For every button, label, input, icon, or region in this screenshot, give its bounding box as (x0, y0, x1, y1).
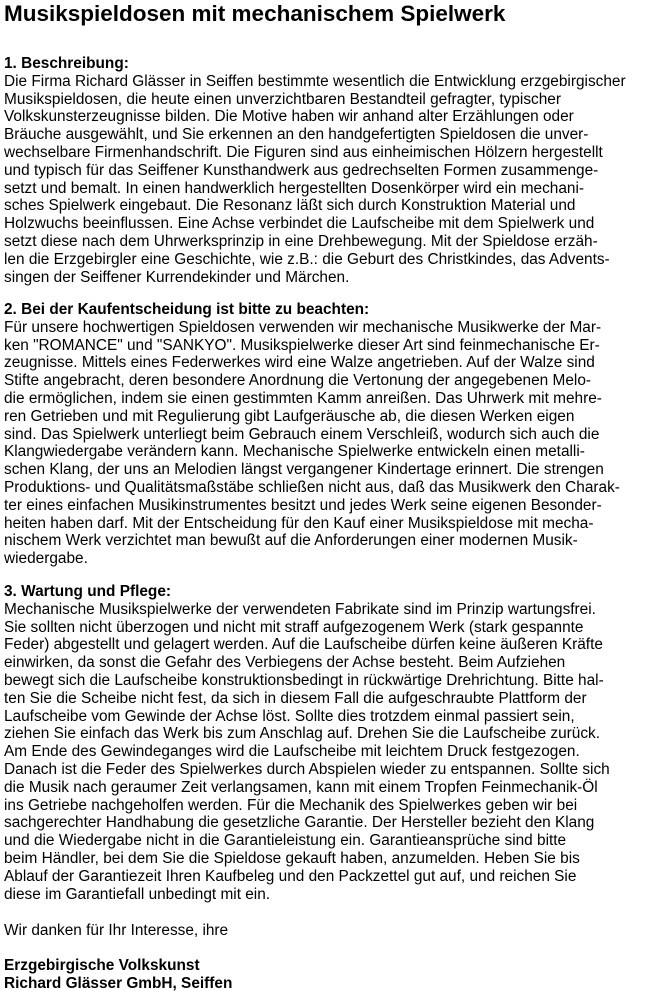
paragraph-line: diese im Garantiefall unbedingt mit ein. (4, 885, 271, 903)
paragraph-line: ter eines einfachen Musikinstrumentes besitzt und jedes Werk seine eigenen Besonder- (4, 496, 602, 514)
document-title: Musikspieldosen mit mechanischem Spielwerk (4, 1, 506, 26)
paragraph-line: Ablauf der Garantiezeit Ihren Kaufbeleg und den Packzettel gut auf, und reichen Sie (4, 867, 577, 885)
paragraph-line: Danach ist die Feder des Spielwerkes durch Abspielen wieder zu entspannen. Sollte sich (4, 760, 610, 778)
section-maintenance (4, 583, 610, 903)
paragraph-line: Mechanische Musikspielwerke der verwendeten Fabrikate sind im Prinzip wartungsfrei. (4, 600, 596, 618)
paragraph-line: bewegt sich die Laufscheibe konstruktionsbedingt in rückwärtige Drehrichtung. Bitte hal- (4, 671, 604, 689)
paragraph-line: setzt diese nach dem Uhrwerksprinzip in eine Drehbewegung. Mit der Spieldose erzäh- (4, 232, 598, 250)
paragraph-line: wechselbare Firmenhandschrift. Die Figuren sind aus einheimischen Hölzern hergestellt (4, 143, 603, 161)
paragraph-line: ken "ROMANCE" und "SANKYO". Musikspielwerke dieser Art sind feinmechanische Er- (4, 336, 600, 354)
paragraph-line: Musikspieldosen, die heute einen unverzichtbaren Bestandteil gefragter, typischer (4, 90, 561, 108)
paragraph-line: heiten haben darf. Mit der Entscheidung für den Kauf einer Musikspieldose mit mecha- (4, 514, 594, 532)
section-purchase-notes (4, 301, 620, 568)
paragraph-line: Bräuche ausgewählt, und Sie erkennen an den handgefertigten Spieldosen die unver- (4, 126, 589, 144)
paragraph-line: sches Spielwerk eingebaut. Die Resonanz läßt sich durch Konstruktion Material und (4, 197, 576, 215)
closing-note (4, 922, 228, 940)
paragraph-line: und typisch für das Seiffener Kunsthandwerk aus gedrechselten Formen zusammenge- (4, 161, 599, 179)
paragraph-line: beim Händler, bei dem Sie die Spieldose gekauft haben, anzumelden. Heben Sie bis (4, 849, 580, 867)
paragraph-line: Volkskunsterzeugnisse bilden. Die Motive haben wir anhand alter Erzählungen oder (4, 108, 574, 126)
section-heading: 2. Bei der Kaufentscheidung ist bitte zu beachten: (4, 301, 370, 318)
paragraph-line: die Musik nach geraumer Zeit verlangsamen, kann mit einem Tropfen Feinmechanik-Öl (4, 778, 598, 796)
paragraph-line: einwirken, da sonst die Gefahr des Verbiegens der Achse besteht. Beim Aufziehen (4, 654, 566, 672)
paragraph-line: wiedergabe. (4, 550, 88, 568)
paragraph-line: Stifte angebracht, deren besondere Anordnung die Vertonung der angegebenen Melo- (4, 372, 591, 390)
paragraph-line: Die Firma Richard Glässer in Seiffen bestimmte wesentlich die Entwicklung erzgebirgischer (4, 72, 626, 90)
paragraph-line: Am Ende des Gewindeganges wird die Laufscheibe mit leichtem Druck festgezogen. (4, 743, 580, 761)
paragraph-line: Sie sollten nicht überzogen und nicht mit straff aufgezogenem Werk (stark gespannte (4, 618, 584, 636)
paragraph-line: len die Erzgebirgler eine Geschichte, wie z.B.: die Geburt des Christkindes, das Advents- (4, 250, 610, 268)
section-description (4, 55, 626, 286)
paragraph-line: Holzwuchs beeinflussen. Eine Achse verbindet die Laufscheibe mit dem Spielwerk und (4, 215, 595, 233)
paragraph-line: singen der Seiffener Kurrendekinder und Märchen. (4, 268, 350, 286)
paragraph-line: Produktions- und Qualitätsmaßstäbe schließen nicht aus, daß das Musikwerk den Charak- (4, 478, 620, 496)
paragraph-line: nischem Werk verzichtet man bewußt auf die Anforderungen einer modernen Musik- (4, 532, 578, 550)
signature-line: Erzgebirgische Volkskunst (4, 957, 200, 974)
paragraph-line: Klangwiedergabe verändern kann. Mechanische Spielwerke entwickeln einen metalli- (4, 443, 585, 461)
paragraph-line: Feder) abgestellt und gelagert werden. Auf die Laufscheibe dürfen keine äußeren Kräfte (4, 636, 603, 654)
section-heading: 1. Beschreibung: (4, 55, 129, 72)
paragraph-line: setzt und bemalt. In einen handwerklich hergestellten Dosenkörper wird ein mechani- (4, 179, 585, 197)
company-signature (4, 957, 232, 993)
paragraph-line: zeugnisse. Mittels eines Federwerkes wird eine Walze angetrieben. Auf der Walze sind (4, 354, 595, 372)
paragraph-line: die ermöglichen, indem sie einen gestimmten Kamm anreißen. Das Uhrwerk mit mehre- (4, 389, 602, 407)
paragraph-line: schen Klang, der uns an Melodien längst vergangener Kindertage erinnert. Die strengen (4, 461, 604, 479)
paragraph-line: und die Wiedergabe nicht in die Garantieleistung ein. Garantieansprüche sind bitte (4, 832, 567, 850)
signature-line: Richard Glässer GmbH, Seiffen (4, 974, 233, 992)
paragraph-line: Laufscheibe vom Gewinde der Achse löst. Sollte dies trotzdem einmal passiert sein, (4, 707, 575, 725)
section-heading: 3. Wartung und Pflege: (4, 583, 172, 600)
paragraph-line: sind. Das Spielwerk unterliegt beim Gebrauch einem Verschleiß, wodurch sich auch die (4, 425, 600, 443)
paragraph-line: ziehen Sie einfach das Werk bis zum Anschlag auf. Drehen Sie die Laufscheibe zurück. (4, 725, 601, 743)
paragraph-line: ren Getrieben und mit Regulierung gibt Laufgeräusche ab, die diesen Werken eigen (4, 407, 575, 425)
closing-line: Wir danken für Ihr Interesse, ihre (4, 922, 229, 939)
paragraph-line: Für unsere hochwertigen Spieldosen verwenden wir mechanische Musikwerke der Mar- (4, 318, 602, 336)
paragraph-line: ten Sie die Scheibe nicht fest, da sich in diesem Fall die aufgeschraubte Plattform der (4, 689, 587, 707)
paragraph-line: sachgerechter Handhabung die gesetzliche Garantie. Der Hersteller bezieht den Klang (4, 814, 595, 832)
paragraph-line: ins Getriebe nachgeholfen werden. Für die Mechanik des Spielwerkes geben wir bei (4, 796, 578, 814)
